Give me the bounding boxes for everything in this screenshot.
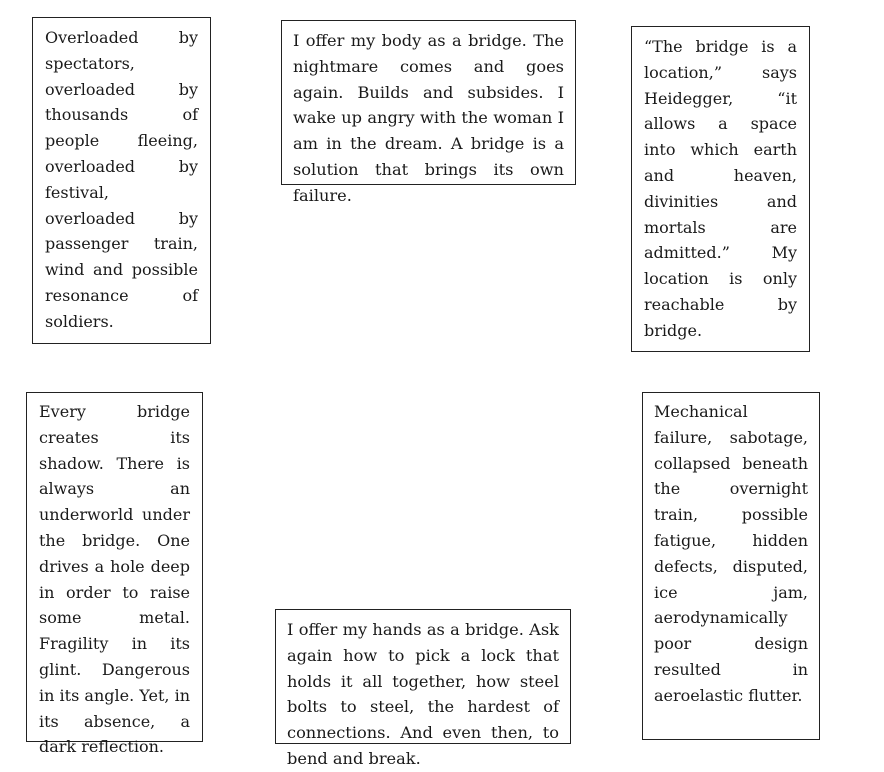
poem-text-mechanical-failure: Mechanical failure, sabotage, collapsed beneath the overnight train, possible fatigue, hidden defects, disputed, ice jam, aerodynamically poor design resulted in aeroelastic flutter. <box>654 402 808 705</box>
poem-text-body-bridge: I offer my body as a bridge. The nightmare comes and goes again. Builds and subsides. I wake up angry with the woman I am in the dream. A bridge is a solution that brings its own failure. <box>293 31 564 205</box>
poem-text-hands-bridge: I offer my hands as a bridge. Ask again how to pick a lock that holds it all together, how steel bolts to steel, the hardest of connections. And even then, to bend and break. <box>287 620 559 768</box>
poem-text-overloaded: Overloaded by spectators, overloaded by thousands of people fleeing, overloaded by festival, overloaded by passenger train, wind and possible resonance of soldiers. <box>45 28 198 331</box>
poem-text-heidegger: “The bridge is a location,” says Heidegger, “it allows a space into which earth and heaven, divinities and mortals are admitted.” My location is only reachable by bridge. <box>644 37 797 340</box>
text-box-overloaded <box>32 17 211 344</box>
text-box-hands-bridge <box>275 609 571 768</box>
text-box-shadow <box>26 392 203 757</box>
text-box-mechanical-failure <box>642 392 820 740</box>
text-box-body-bridge <box>281 20 576 205</box>
text-box-heidegger <box>631 26 810 352</box>
poem-text-shadow: Every bridge creates its shadow. There is always an underworld under the bridge. One drives a hole deep in order to raise some metal. Fragility in its glint. Dangerous in its angle. Yet, in its absence, a dark reflection. <box>39 402 190 757</box>
